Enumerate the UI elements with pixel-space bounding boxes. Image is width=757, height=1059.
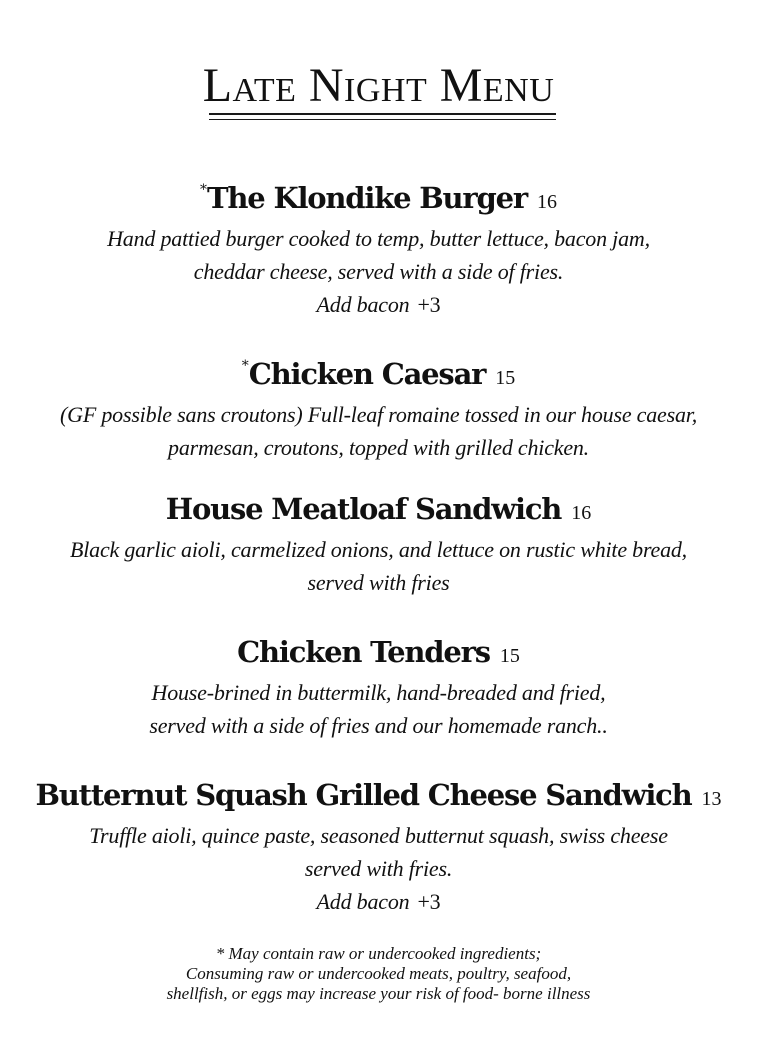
menu-item-description xyxy=(0,819,757,918)
addon-price: +3 xyxy=(417,292,441,317)
description-line: served with fries xyxy=(307,570,450,595)
menu-item-price: 16 xyxy=(571,502,592,524)
raw-warning-marker: * xyxy=(241,358,249,374)
menu-item-addon xyxy=(0,288,757,321)
description-line: Black garlic aioli, carmelized onions, and lettuce on rustic white bread, xyxy=(70,537,687,562)
raw-warning-marker: * xyxy=(200,182,208,198)
description-line: cheddar cheese, served with a side of fries. xyxy=(193,259,564,284)
menu-item-house-meatloaf-sandwich xyxy=(0,489,757,599)
description-line: (GF possible sans croutons) Full-leaf romaine tossed in our house caesar, xyxy=(60,402,697,427)
menu-item-heading xyxy=(0,170,757,222)
disclaimer-line: Consuming raw or undercooked meats, poultry, seafood, xyxy=(185,964,572,983)
title-rule-bottom xyxy=(209,119,556,120)
addon-label: Add bacon xyxy=(316,292,410,317)
description-line: served with fries. xyxy=(304,856,453,881)
menu-item-klondike-burger xyxy=(0,170,757,321)
menu-item-chicken-tenders xyxy=(0,632,757,742)
menu-title: Late Night Menu xyxy=(202,59,555,112)
menu-item-chicken-caesar xyxy=(0,346,757,464)
addon-label: Add bacon xyxy=(316,889,410,914)
menu-item-name: Butternut Squash Grilled Cheese Sandwich xyxy=(35,778,692,812)
menu-item-name: Chicken Tenders xyxy=(237,635,490,669)
menu-item-butternut-squash-grilled-cheese xyxy=(0,775,757,918)
description-line: House-brined in buttermilk, hand-breaded and fried, xyxy=(151,680,606,705)
description-line: Truffle aioli, quince paste, seasoned butternut squash, swiss cheese xyxy=(89,823,668,848)
menu-item-price: 15 xyxy=(495,367,516,389)
menu-item-description xyxy=(0,533,757,599)
food-safety-disclaimer xyxy=(0,944,757,1004)
menu-item-heading xyxy=(0,489,757,533)
menu-item-name: Chicken Caesar xyxy=(248,357,486,391)
menu-item-description xyxy=(0,222,757,321)
menu-item-price: 13 xyxy=(701,788,722,810)
menu-item-addon xyxy=(0,885,757,918)
title-rule-top xyxy=(209,113,556,115)
description-line: Hand pattied burger cooked to temp, butter lettuce, bacon jam, xyxy=(107,226,650,251)
addon-price: +3 xyxy=(417,889,441,914)
menu-item-description xyxy=(0,398,757,464)
menu-item-description xyxy=(0,676,757,742)
title-double-rule xyxy=(209,113,556,121)
disclaimer-line: shellfish, or eggs may increase your risk of food- borne illness xyxy=(166,984,591,1003)
menu-item-price: 16 xyxy=(536,191,557,213)
description-line: served with a side of fries and our homemade ranch.. xyxy=(149,713,608,738)
menu-item-heading xyxy=(0,346,757,398)
menu-item-price: 15 xyxy=(499,645,520,667)
menu-item-name: House Meatloaf Sandwich xyxy=(165,492,562,526)
description-line: parmesan, croutons, topped with grilled chicken. xyxy=(168,435,589,460)
disclaimer-line: * May contain raw or undercooked ingredients; xyxy=(215,944,542,963)
menu-item-heading xyxy=(0,632,757,676)
menu-item-name: The Klondike Burger xyxy=(207,181,527,215)
menu-item-heading xyxy=(0,775,757,819)
